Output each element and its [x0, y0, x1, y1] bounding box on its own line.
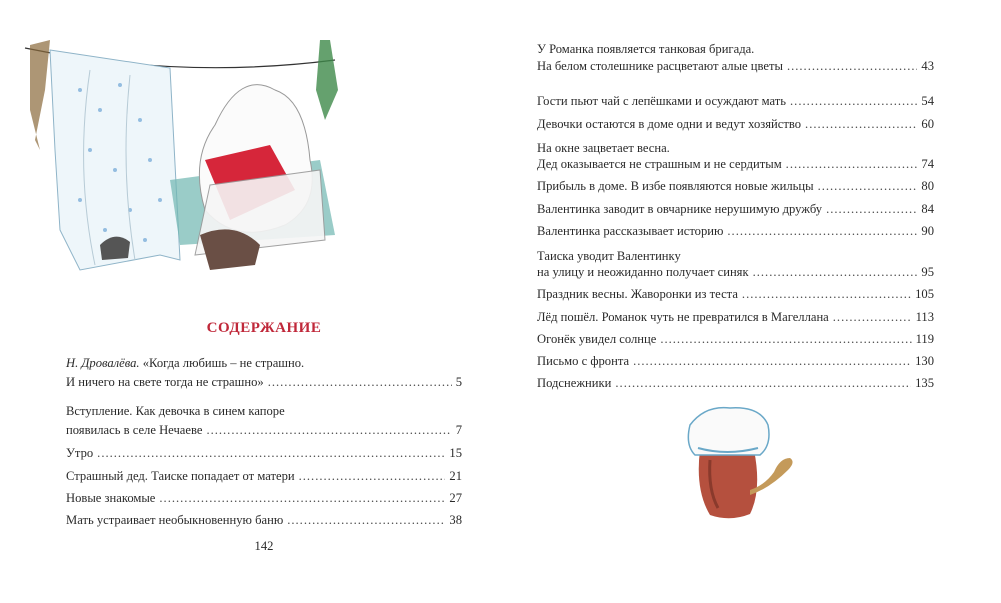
dot-leader [206, 423, 451, 438]
toc-entry[interactable] [66, 469, 462, 484]
entry-page: 38 [449, 513, 462, 527]
entry-title: Письмо с фронта [537, 354, 630, 368]
toc-entry[interactable] [66, 513, 462, 528]
entry-title-line1: На окне зацветает весна. [537, 141, 670, 155]
entry-page: 113 [915, 310, 934, 324]
toc-entry[interactable] [66, 491, 462, 506]
entry-page: 5 [455, 375, 462, 389]
entry-title: Валентинка рассказывает историю [537, 224, 724, 238]
entry-title: Огонёк увидел солнце [537, 332, 657, 346]
page-number: 142 [254, 539, 274, 553]
toc-entry[interactable] [537, 376, 934, 391]
entry-title: Мать устраивает необыкновенную баню [66, 513, 284, 527]
dot-leader [805, 117, 917, 132]
dot-leader [299, 469, 446, 484]
dot-leader [727, 224, 917, 239]
dot-leader [287, 513, 445, 528]
entry-title-line1: Вступление. Как девочка в синем капоре [66, 404, 285, 418]
toc-entry[interactable] [537, 94, 934, 109]
entry-page: 54 [921, 94, 934, 108]
dot-leader [787, 59, 917, 74]
toc-entry[interactable] [66, 404, 462, 438]
toc-entry[interactable] [537, 117, 934, 132]
dot-leader [615, 376, 911, 391]
entry-page: 27 [449, 491, 462, 505]
entry-page: 90 [921, 224, 934, 238]
entry-title: На белом столешнике расцветают алые цветы [537, 59, 783, 73]
dot-leader [159, 491, 445, 506]
dot-leader [97, 446, 445, 461]
entry-title: Новые знакомые [66, 491, 156, 505]
dot-leader [826, 202, 917, 217]
toc-heading: СОДЕРЖАНИЕ [206, 320, 322, 336]
entry-page: 84 [921, 202, 934, 216]
entry-title: Утро [66, 446, 94, 460]
entry-title: Валентинка заводит в овчарнике нерушимую дружбу [537, 202, 823, 216]
toc-entry[interactable] [537, 42, 934, 74]
toc-entry[interactable] [537, 224, 934, 239]
entry-title: появилась в селе Нечаеве [66, 423, 203, 437]
entry-page: 130 [915, 354, 934, 368]
dot-leader [742, 287, 911, 302]
entry-title-line1: Таиска уводит Валентинку [537, 249, 681, 263]
entry-page: 43 [921, 59, 934, 73]
entry-title: Лёд пошёл. Романок чуть не превратился в Магеллана [537, 310, 829, 324]
entry-title-line1: «Когда любишь – не страшно. [142, 356, 305, 370]
entry-page: 95 [921, 265, 934, 279]
toc-entry[interactable] [537, 310, 934, 325]
left-page [0, 0, 500, 603]
toc-entry[interactable] [537, 141, 934, 172]
jar-illustration [670, 400, 800, 525]
toc-entry[interactable] [537, 354, 934, 369]
dot-leader [268, 375, 452, 390]
toc-entry[interactable] [537, 202, 934, 217]
dot-leader [790, 94, 917, 109]
dot-leader [833, 310, 912, 325]
dot-leader [633, 354, 911, 369]
toc-entry[interactable] [537, 332, 934, 347]
entry-page: 135 [915, 376, 934, 390]
dot-leader [818, 179, 918, 194]
entry-page: 105 [915, 287, 934, 301]
dot-leader [660, 332, 911, 347]
entry-title: Прибыль в доме. В избе появляются новые жильцы [537, 179, 814, 193]
toc-entry[interactable] [537, 287, 934, 302]
toc-entry[interactable] [66, 446, 462, 461]
toc-entry[interactable] [537, 249, 934, 280]
entry-title: И ничего на свете тогда не страшно» [66, 375, 264, 389]
entry-title: Праздник весны. Жаворонки из теста [537, 287, 738, 301]
toc-entry[interactable] [537, 179, 934, 194]
entry-title: Девочки остаются в доме одни и ведут хозяйство [537, 117, 802, 131]
entry-page: 80 [921, 179, 934, 193]
entry-author: Н. Дровалёва. [66, 356, 140, 370]
entry-title: Подснежники [537, 376, 612, 390]
entry-title: Дед оказывается не страшным и не сердитым [537, 157, 782, 171]
entry-page: 60 [921, 117, 934, 131]
entry-title-line1: У Романка появляется танковая бригада. [537, 42, 755, 56]
entry-page: 119 [915, 332, 934, 346]
entry-title: Страшный дед. Таиске попадает от матери [66, 469, 295, 483]
dot-leader [786, 157, 918, 172]
entry-page: 15 [449, 446, 462, 460]
entry-page: 7 [455, 423, 462, 437]
entry-title: Гости пьют чай с лепёшками и осуждают мать [537, 94, 787, 108]
dot-leader [753, 265, 918, 280]
entry-title: на улицу и неожиданно получает синяк [537, 265, 749, 279]
entry-page: 74 [921, 157, 934, 171]
toc-entry[interactable] [66, 356, 462, 390]
entry-page: 21 [449, 469, 462, 483]
